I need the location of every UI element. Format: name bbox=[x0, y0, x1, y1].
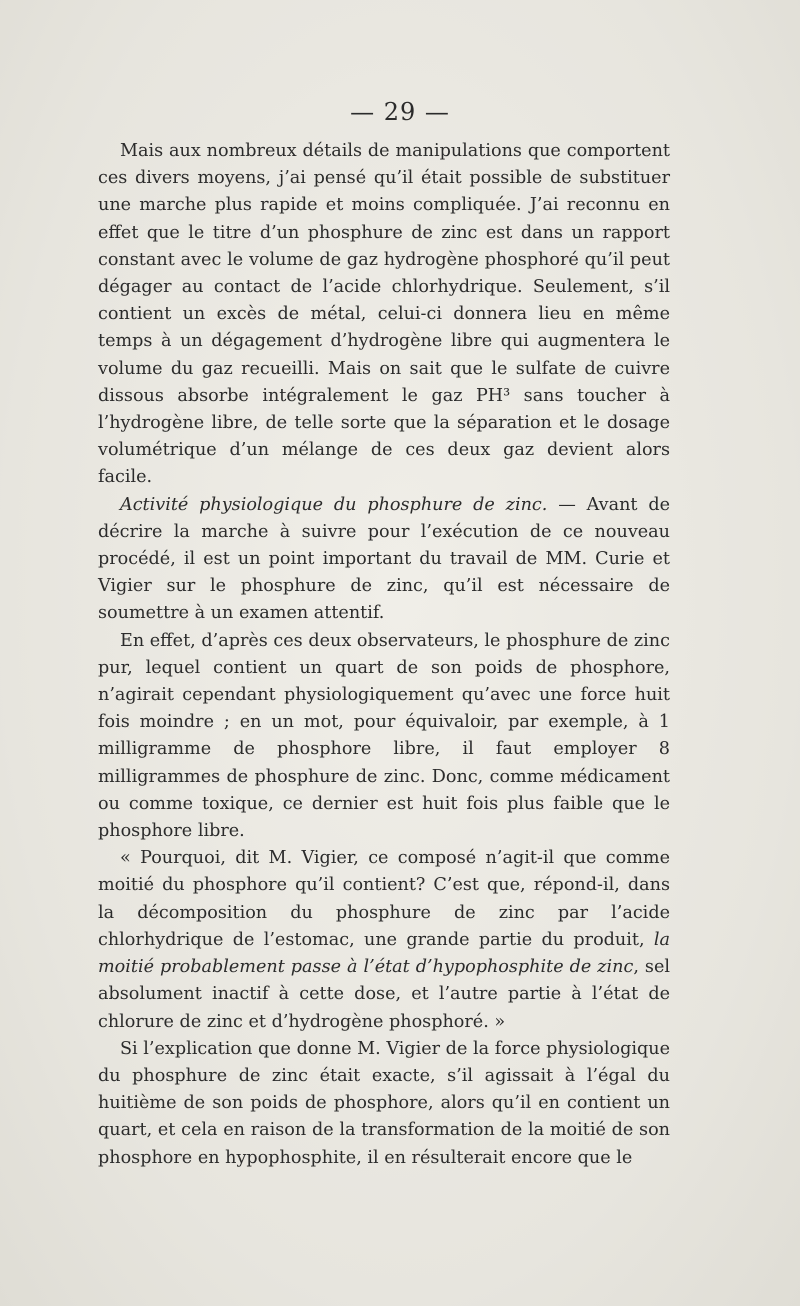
paragraph-1: Mais aux nombreux détails de manipulations que comportent ces divers moyens, j’ai pensé qu’il était possible de substituer une marche plus rapide et moins compliquée. J’ai reconnu en effet que le titre d’un phosphure de zinc est dans un rapport constant avec le volume de gaz hydrogène phosphoré qu’il peut dégager au contact de l’acide chlorhydrique. Seulement, s’il contient un excès de métal, celui-ci donnera lieu en même temps à un dégagement d’hydrogène libre qui augmentera le volume du gaz recueilli. Mais on sait que le sulfate de cuivre dissous absorbe intégralement le gaz PH³ sans toucher à l’hydrogène libre, de telle sorte que la séparation et le dosage volumétrique d’un mélange de ces deux gaz devient alors facile. bbox=[98, 141, 670, 488]
quote-text-after: , sel absolument inactif à cette dose, et l’autre partie à l’état de chlorure de zinc et d’hydrogène phosphoré. » bbox=[98, 957, 670, 1032]
quote-text-before: « Pourquoi, dit M. Vigier, ce composé n’agit-il que comme moitié du phosphore qu’il contient? C’est que, répond-il, dans la décomposition du phosphure de zinc par l’acide chlorhydrique de l’estomac, une grande partie du produit, bbox=[98, 848, 670, 950]
body-text bbox=[98, 138, 670, 1172]
paragraph-2 bbox=[98, 492, 670, 628]
paragraph-2-text: — Avant de décrire la marche à suivre pour l’exécution de ce nouveau procédé, il est un point important du travail de MM. Curie et Vigier sur le phosphure de zinc, qu’il est nécessaire de soumettre à un examen attentif. bbox=[98, 494, 670, 624]
paragraph-5: Si l’explication que donne M. Vigier de la force physiologique du phosphure de zinc était exacte, s’il agissait à l’égal du huitième de son poids de phosphore, alors qu’il en contient un quart, et cela en raison de la transformation de la moitié de son phosphore en hypophosphite, il en résulterait encore que le bbox=[98, 1038, 670, 1168]
quote-italic: la moitié probablement passe à l’état d’hypophosphite de zinc bbox=[98, 929, 670, 978]
section-heading: Activité physiologique du phosphure de zinc. bbox=[120, 494, 548, 515]
page-number: — 29 — bbox=[350, 98, 450, 126]
paragraph-4-quote bbox=[98, 845, 670, 1035]
paragraph-3: En effet, d’après ces deux observateurs, le phosphure de zinc pur, lequel contient un quart de son poids de phosphore, n’agirait cependant physiologiquement qu’avec une force huit fois moindre ; en un mot, pour équivaloir, par exemple, à 1 milligramme de phosphore libre, il faut employer 8 milligrammes de phosphure de zinc. Donc, comme médicament ou comme toxique, ce dernier est huit fois plus faible que le phosphore libre. bbox=[98, 630, 670, 842]
